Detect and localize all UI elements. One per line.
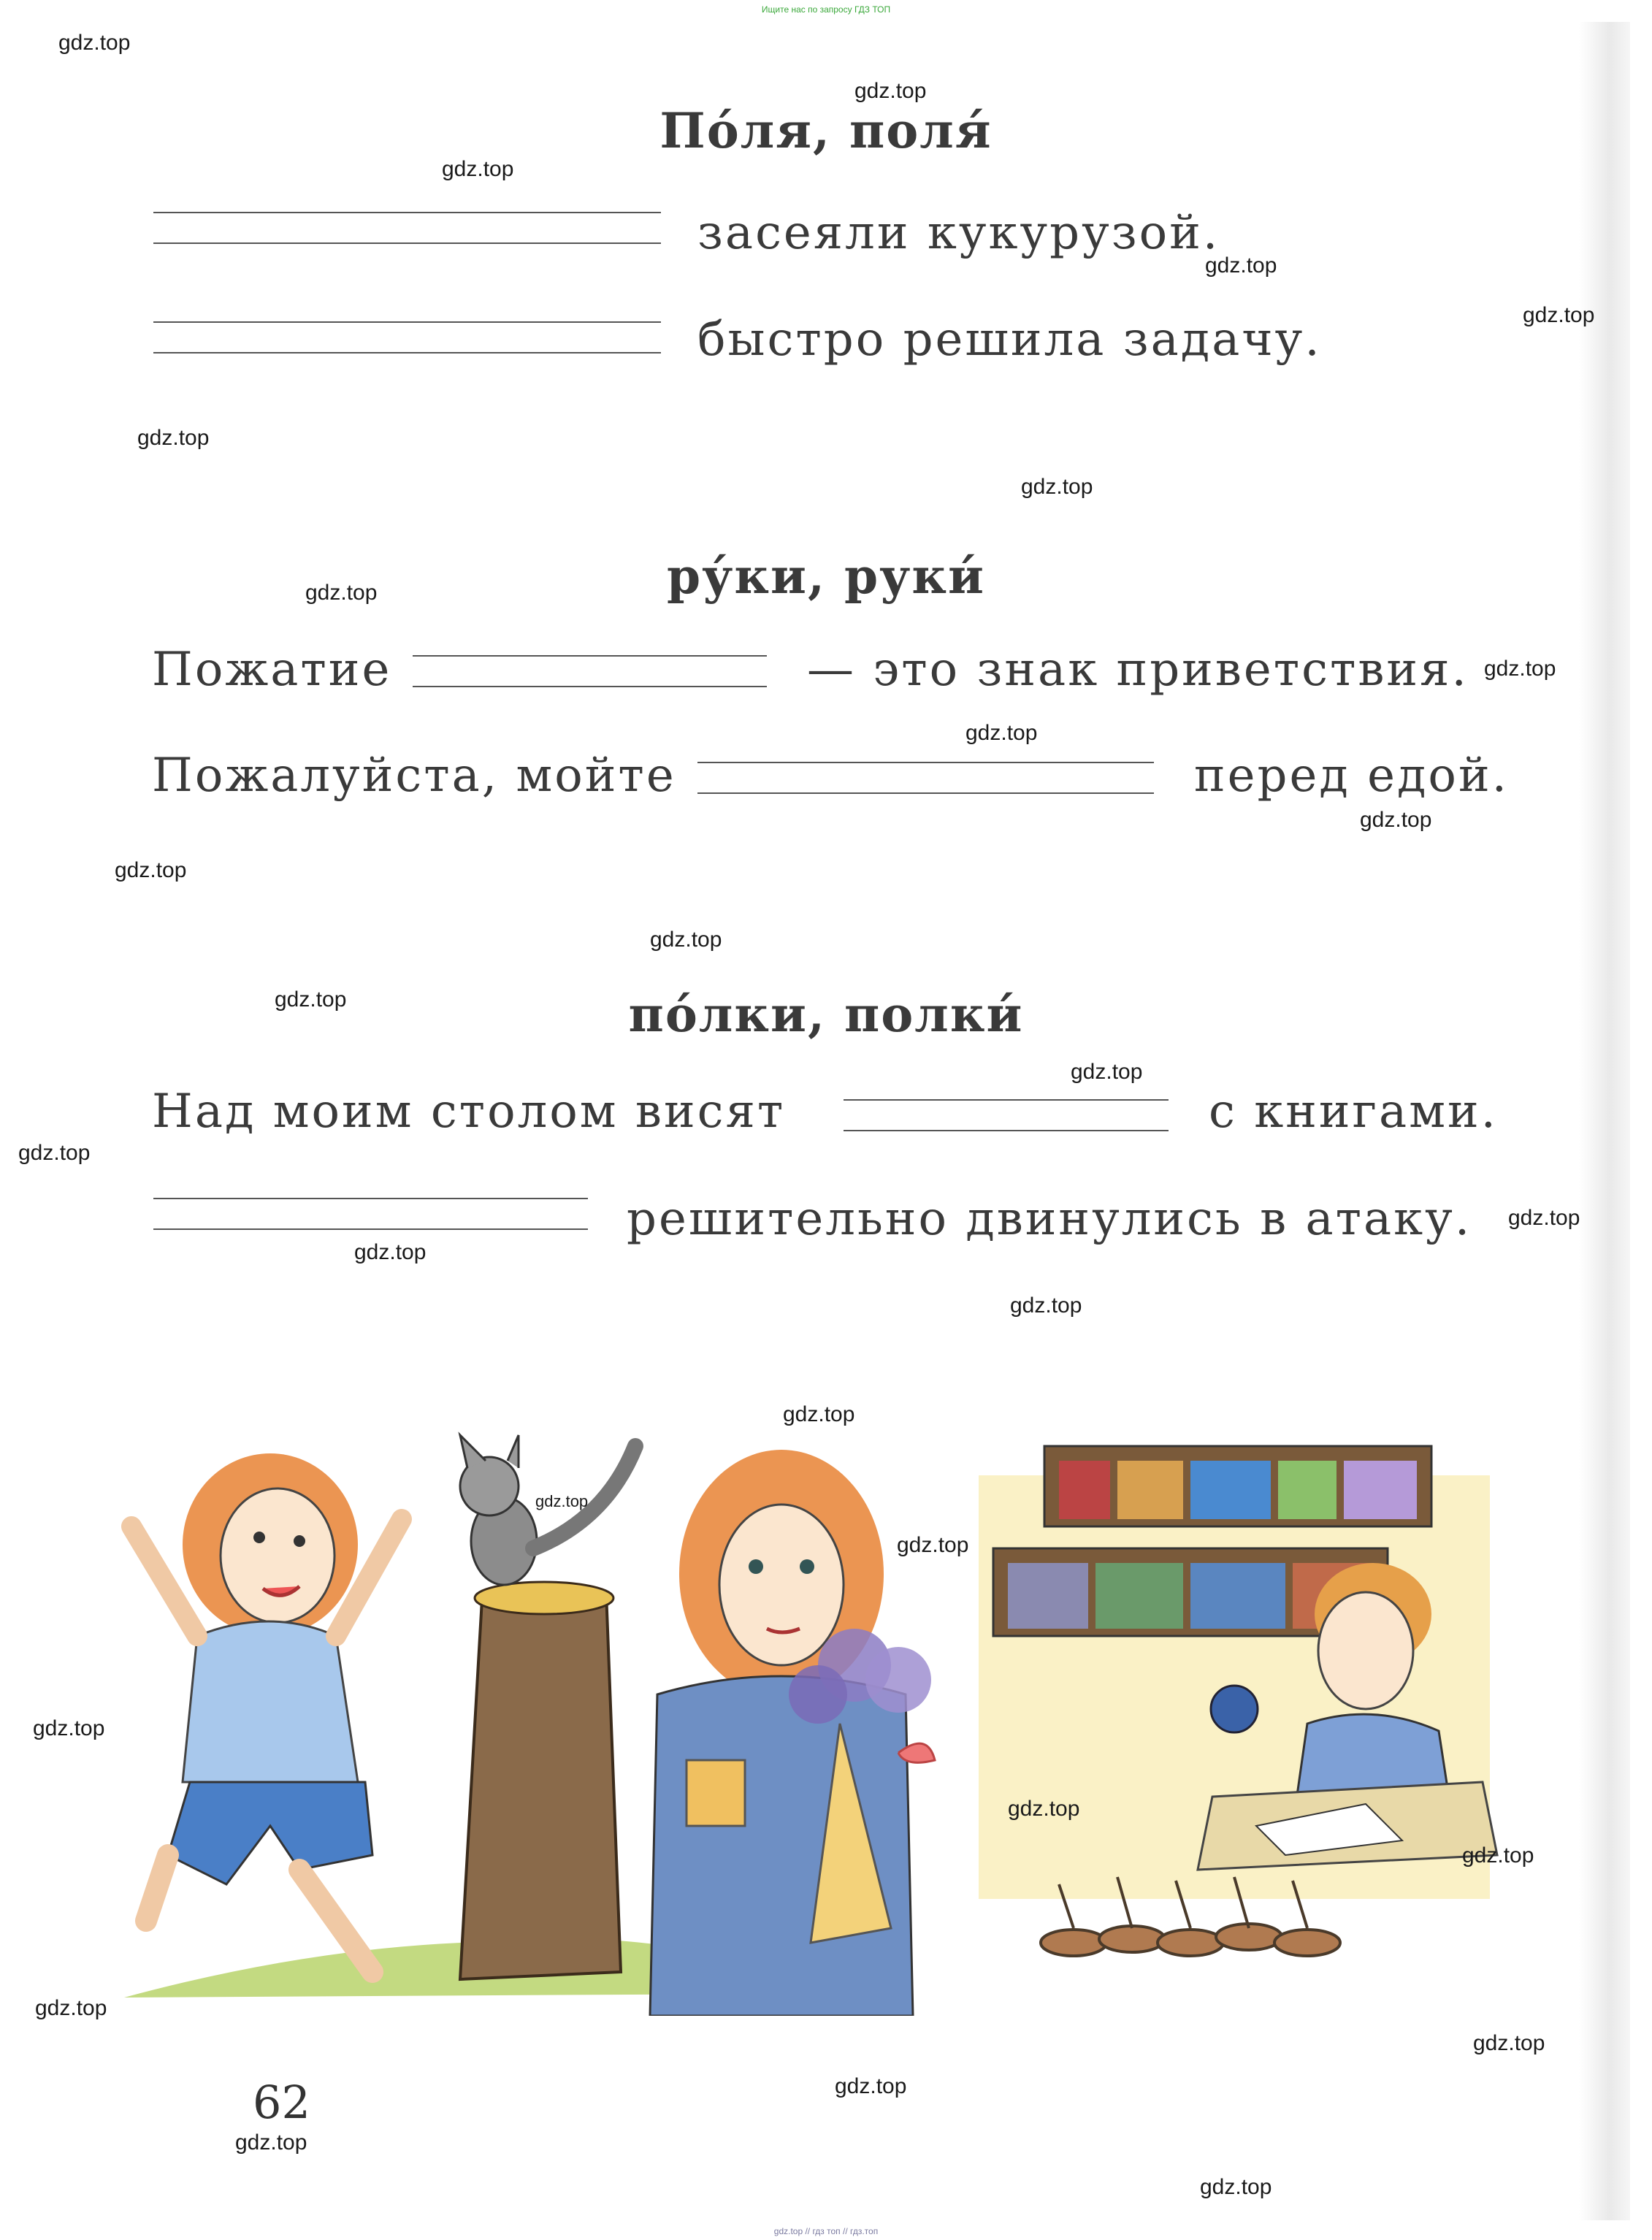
- illustration-scene: [80, 1417, 1504, 2016]
- watermark: gdz.top: [235, 2130, 307, 2155]
- answer-blank[interactable]: [153, 321, 661, 353]
- girl-with-flowers: [650, 1450, 935, 2016]
- sentence-text: быстро решила задачу.: [697, 313, 1322, 367]
- watermark: gdz.top: [1508, 1206, 1580, 1230]
- watermark: gdz.top: [354, 1240, 427, 1264]
- watermark: gdz.top: [897, 1533, 969, 1557]
- sentence-text: Пожатие: [152, 643, 392, 697]
- watermark: gdz.top: [1008, 1797, 1080, 1821]
- watermark: gdz.top: [1473, 2031, 1545, 2055]
- watermark: gdz.top: [1021, 475, 1093, 499]
- watermark: gdz.top: [650, 928, 722, 952]
- watermark: gdz.top: [835, 2074, 907, 2098]
- page-number: 62: [253, 2076, 310, 2129]
- watermark: gdz.top: [442, 157, 514, 181]
- watermark: gdz.top: [1523, 303, 1595, 327]
- answer-blank[interactable]: [413, 655, 767, 687]
- watermark: gdz.top: [275, 987, 347, 1012]
- sentence-text: засеяли кукурузой.: [697, 206, 1220, 260]
- watermark: gdz.top: [1071, 1060, 1143, 1084]
- jumping-girl: [131, 1453, 402, 1972]
- boy-at-desk-with-bookshelves: [979, 1446, 1497, 1956]
- answer-blank[interactable]: [697, 762, 1154, 794]
- watermark: gdz.top: [35, 1996, 107, 2020]
- watermark: gdz.top: [58, 31, 131, 55]
- watermark: gdz.top: [783, 1402, 855, 1426]
- watermark: gdz.top: [1484, 657, 1556, 681]
- tree-stump-with-cat: [460, 1435, 635, 1979]
- sentence-text: перед едой.: [1194, 749, 1509, 803]
- sentence-text: решительно двинулись в атаку.: [627, 1192, 1472, 1246]
- watermark: gdz.top: [1200, 2175, 1272, 2199]
- watermark: gdz.top: [1010, 1293, 1082, 1318]
- watermark: gdz.top: [535, 1492, 589, 1510]
- watermark: gdz.top: [305, 581, 378, 605]
- sentence-text: Пожалуйста, мойте: [152, 749, 676, 803]
- sentence-text: — это знак приветствия.: [807, 643, 1469, 697]
- header-note: Ищите нас по запросу ГДЗ ТОП: [761, 4, 891, 15]
- watermark: gdz.top: [33, 1716, 105, 1740]
- answer-blank[interactable]: [153, 212, 661, 244]
- answer-blank[interactable]: [844, 1099, 1169, 1131]
- heading-polki: по́лки, полки́: [628, 986, 1024, 1043]
- watermark: gdz.top: [965, 721, 1038, 745]
- watermark: gdz.top: [1462, 1843, 1534, 1868]
- heading-ruki: ру́ки, руки́: [667, 548, 985, 605]
- sentence-text: с книгами.: [1209, 1085, 1498, 1139]
- footer-note: gdz.top // гдз топ // гдз.топ: [773, 2226, 879, 2236]
- page-edge-shadow: [1579, 22, 1630, 2220]
- sentence-text: Над моим столом висят: [152, 1085, 786, 1139]
- watermark: gdz.top: [1205, 253, 1277, 278]
- watermark: gdz.top: [18, 1141, 91, 1165]
- watermark: gdz.top: [1360, 808, 1432, 832]
- watermark: gdz.top: [115, 858, 187, 882]
- heading-polya: По́ля, поля́: [659, 102, 993, 159]
- answer-blank[interactable]: [153, 1198, 588, 1230]
- watermark: gdz.top: [137, 426, 210, 450]
- watermark: gdz.top: [854, 79, 927, 103]
